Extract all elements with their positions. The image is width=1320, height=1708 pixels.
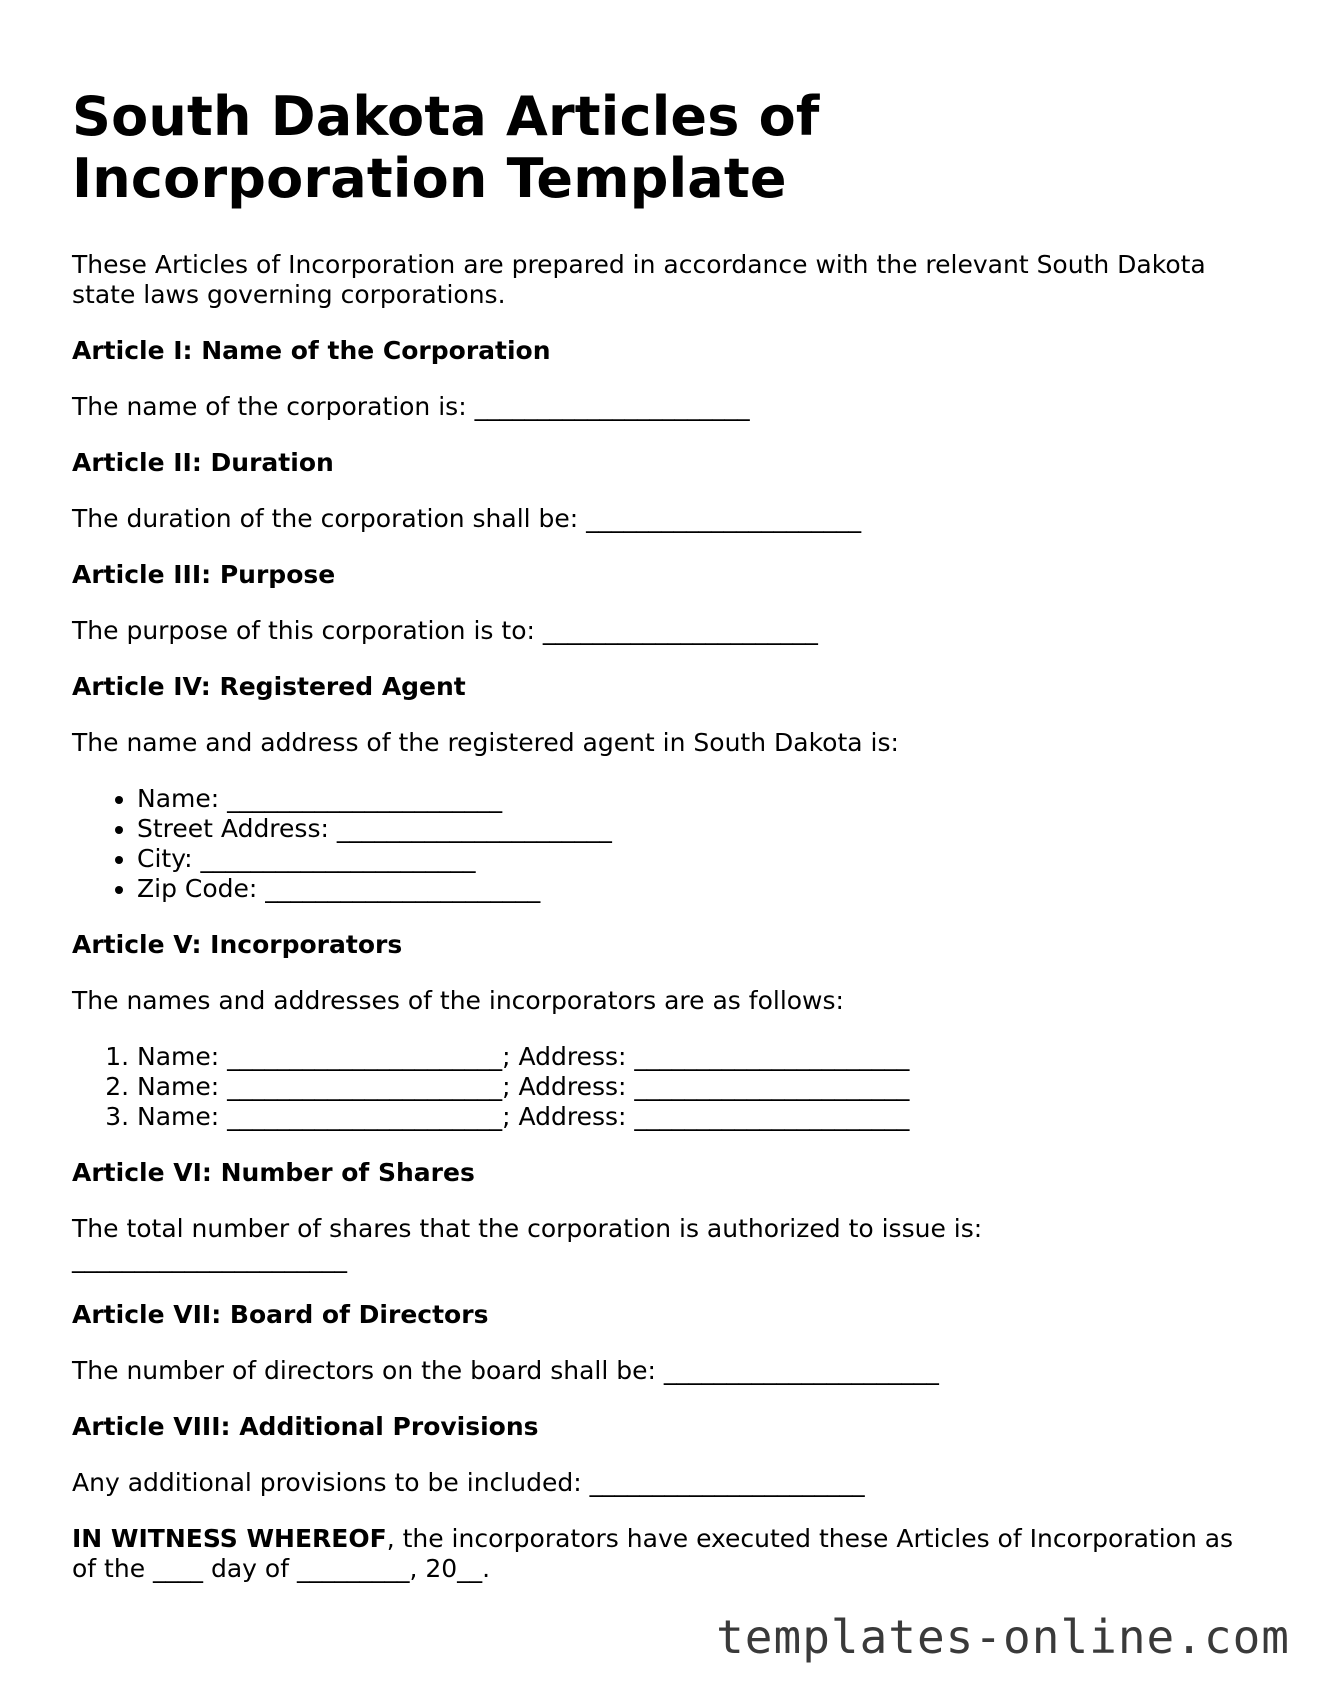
- registered-agent-list: [72, 784, 1252, 904]
- watermark: templates-online.com: [716, 1610, 1290, 1664]
- article-4-text: The name and address of the registered agent in South Dakota is:: [72, 728, 899, 757]
- article-8-heading: Article VIII: Additional Provisions: [72, 1412, 539, 1441]
- article-3-text: The purpose of this corporation is to: ______________________: [72, 616, 818, 645]
- list-item: • Name: ______________________: [137, 784, 1252, 814]
- list-item: 3. Name: ______________________; Address: ______________________: [137, 1102, 1252, 1132]
- list-item: • Street Address: ______________________: [137, 814, 1252, 844]
- article-7-heading: Article VII: Board of Directors: [72, 1300, 489, 1329]
- list-item: • Zip Code: ______________________: [137, 874, 1252, 904]
- article-7-text: The number of directors on the board shall be: ______________________: [72, 1356, 939, 1385]
- article-6-text: The total number of shares that the corporation is authorized to issue is: ______________________: [72, 1214, 983, 1273]
- witness-bold: IN WITNESS WHEREOF: [72, 1524, 387, 1553]
- list-item: 2. Name: ______________________; Address: ______________________: [137, 1072, 1252, 1102]
- article-4-heading: Article IV: Registered Agent: [72, 672, 466, 701]
- list-item: 1. Name: ______________________; Address: ______________________: [137, 1042, 1252, 1072]
- incorporators-list: [72, 1042, 1252, 1132]
- page-title: South Dakota Articles of Incorporation Template: [72, 85, 820, 210]
- intro-paragraph: These Articles of Incorporation are prepared in accordance with the relevant South Dakota state laws governing corporations.: [72, 250, 1206, 309]
- witness-text: , the incorporators have executed these Articles of Incorporation as of the ____ day of _________, 20__.: [72, 1524, 1234, 1583]
- article-1-text: The name of the corporation is: ______________________: [72, 392, 750, 421]
- article-8-text: Any additional provisions to be included: ______________________: [72, 1468, 865, 1497]
- list-item: • City: ______________________: [137, 844, 1252, 874]
- document-page: [72, 86, 1252, 1610]
- article-5-heading: Article V: Incorporators: [72, 930, 403, 959]
- article-5-text: The names and addresses of the incorporators are as follows:: [72, 986, 844, 1015]
- article-2-heading: Article II: Duration: [72, 448, 334, 477]
- article-6-heading: Article VI: Number of Shares: [72, 1158, 475, 1187]
- article-1-heading: Article I: Name of the Corporation: [72, 336, 551, 365]
- article-2-text: The duration of the corporation shall be: ______________________: [72, 504, 862, 533]
- witness-paragraph: [72, 1524, 1252, 1584]
- article-3-heading: Article III: Purpose: [72, 560, 336, 589]
